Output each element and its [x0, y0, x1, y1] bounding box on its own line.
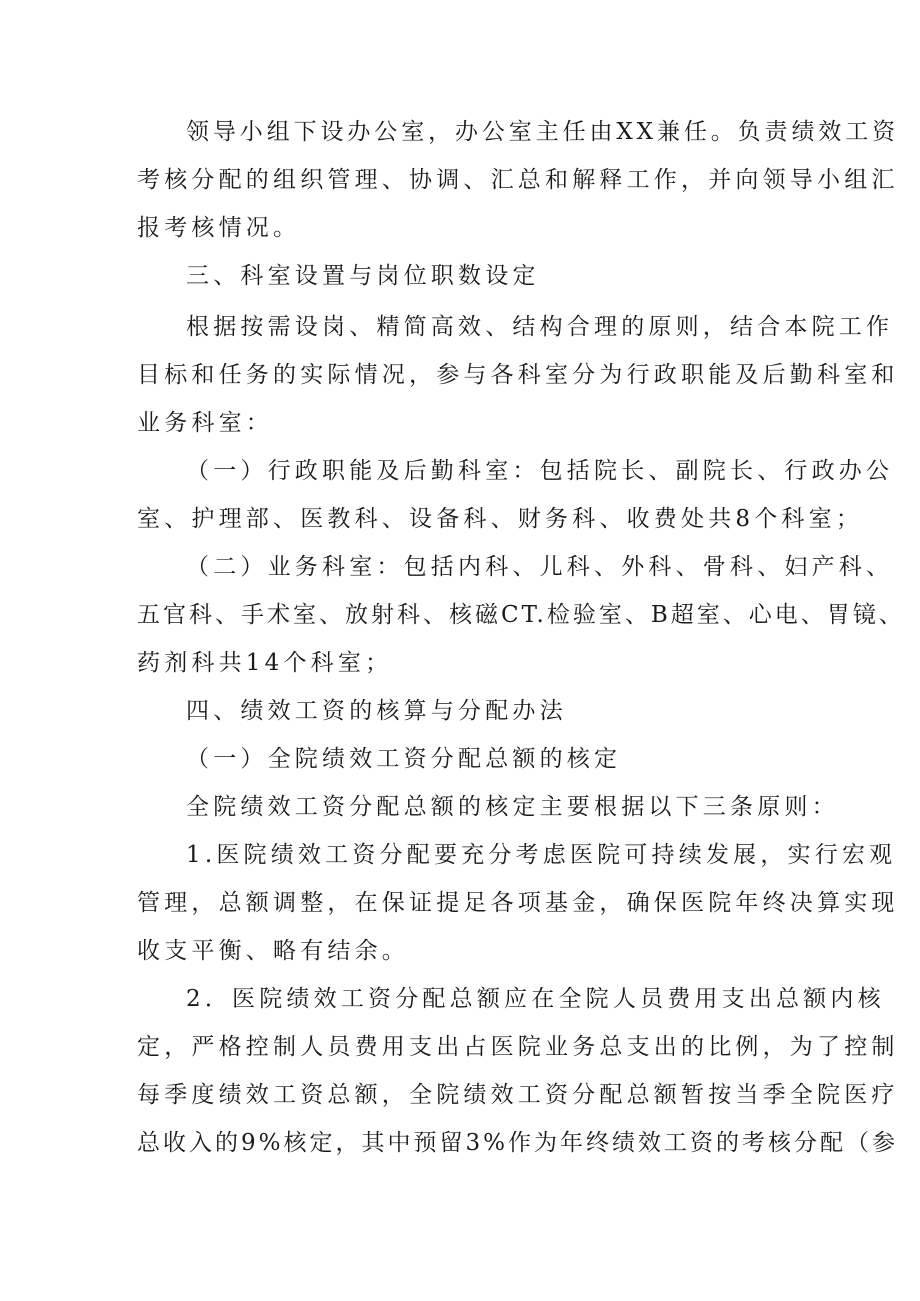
text-line: （一）行政职能及后勤科室：包括院长、副院长、行政办公 — [186, 458, 894, 484]
text-line: 根据按需设岗、精简高效、结构合理的原则，结合本院工作 — [186, 314, 894, 340]
section-heading: 四、绩效工资的核算与分配办法 — [186, 698, 567, 724]
text-line: 考核分配的组织管理、协调、汇总和解释工作，并向领导小组汇 — [137, 167, 899, 193]
subsection-heading: （一）全院绩效工资分配总额的核定 — [186, 746, 622, 772]
text-line: 总收入的9%核定，其中预留3%作为年终绩效工资的考核分配（参 — [137, 1130, 898, 1156]
text-line: 药剂科共14个科室； — [137, 650, 393, 676]
text-line: 收支平衡、略有结余。 — [137, 938, 409, 964]
text-line: 业务科室： — [137, 410, 273, 436]
text-line: （二）业务科室：包括内科、儿科、外科、骨科、妇产科、 — [186, 554, 894, 580]
text-line: 每季度绩效工资总额，全院绩效工资分配总额暂按当季全院医疗 — [137, 1082, 899, 1108]
text-line: 定，严格控制人员费用支出占医院业务总支出的比例，为了控制 — [137, 1034, 899, 1060]
text-line: 五官科、手术室、放射科、核磁CT.检验室、B超室、心电、胃镜、 — [137, 602, 905, 628]
text-line: 报考核情况。 — [137, 215, 301, 241]
text-line: 管理，总额调整，在保证提足各项基金，确保医院年终决算实现 — [137, 890, 899, 916]
text-line: 室、护理部、医教科、设备科、财务科、收费处共8个科室； — [137, 506, 864, 532]
text-line: 1.医院绩效工资分配要充分考虑医院可持续发展，实行宏观 — [186, 842, 897, 868]
text-line: 2．医院绩效工资分配总额应在全院人员费用支出总额内核 — [186, 986, 885, 1012]
text-line: 全院绩效工资分配总额的核定主要根据以下三条原则： — [186, 794, 839, 820]
text-line: 目标和任务的实际情况，参与各科室分为行政职能及后勤科室和 — [137, 362, 899, 388]
text-line: 领导小组下设办公室，办公室主任由XX兼任。负责绩效工资 — [186, 119, 900, 145]
section-heading: 三、科室设置与岗位职数设定 — [186, 263, 540, 289]
